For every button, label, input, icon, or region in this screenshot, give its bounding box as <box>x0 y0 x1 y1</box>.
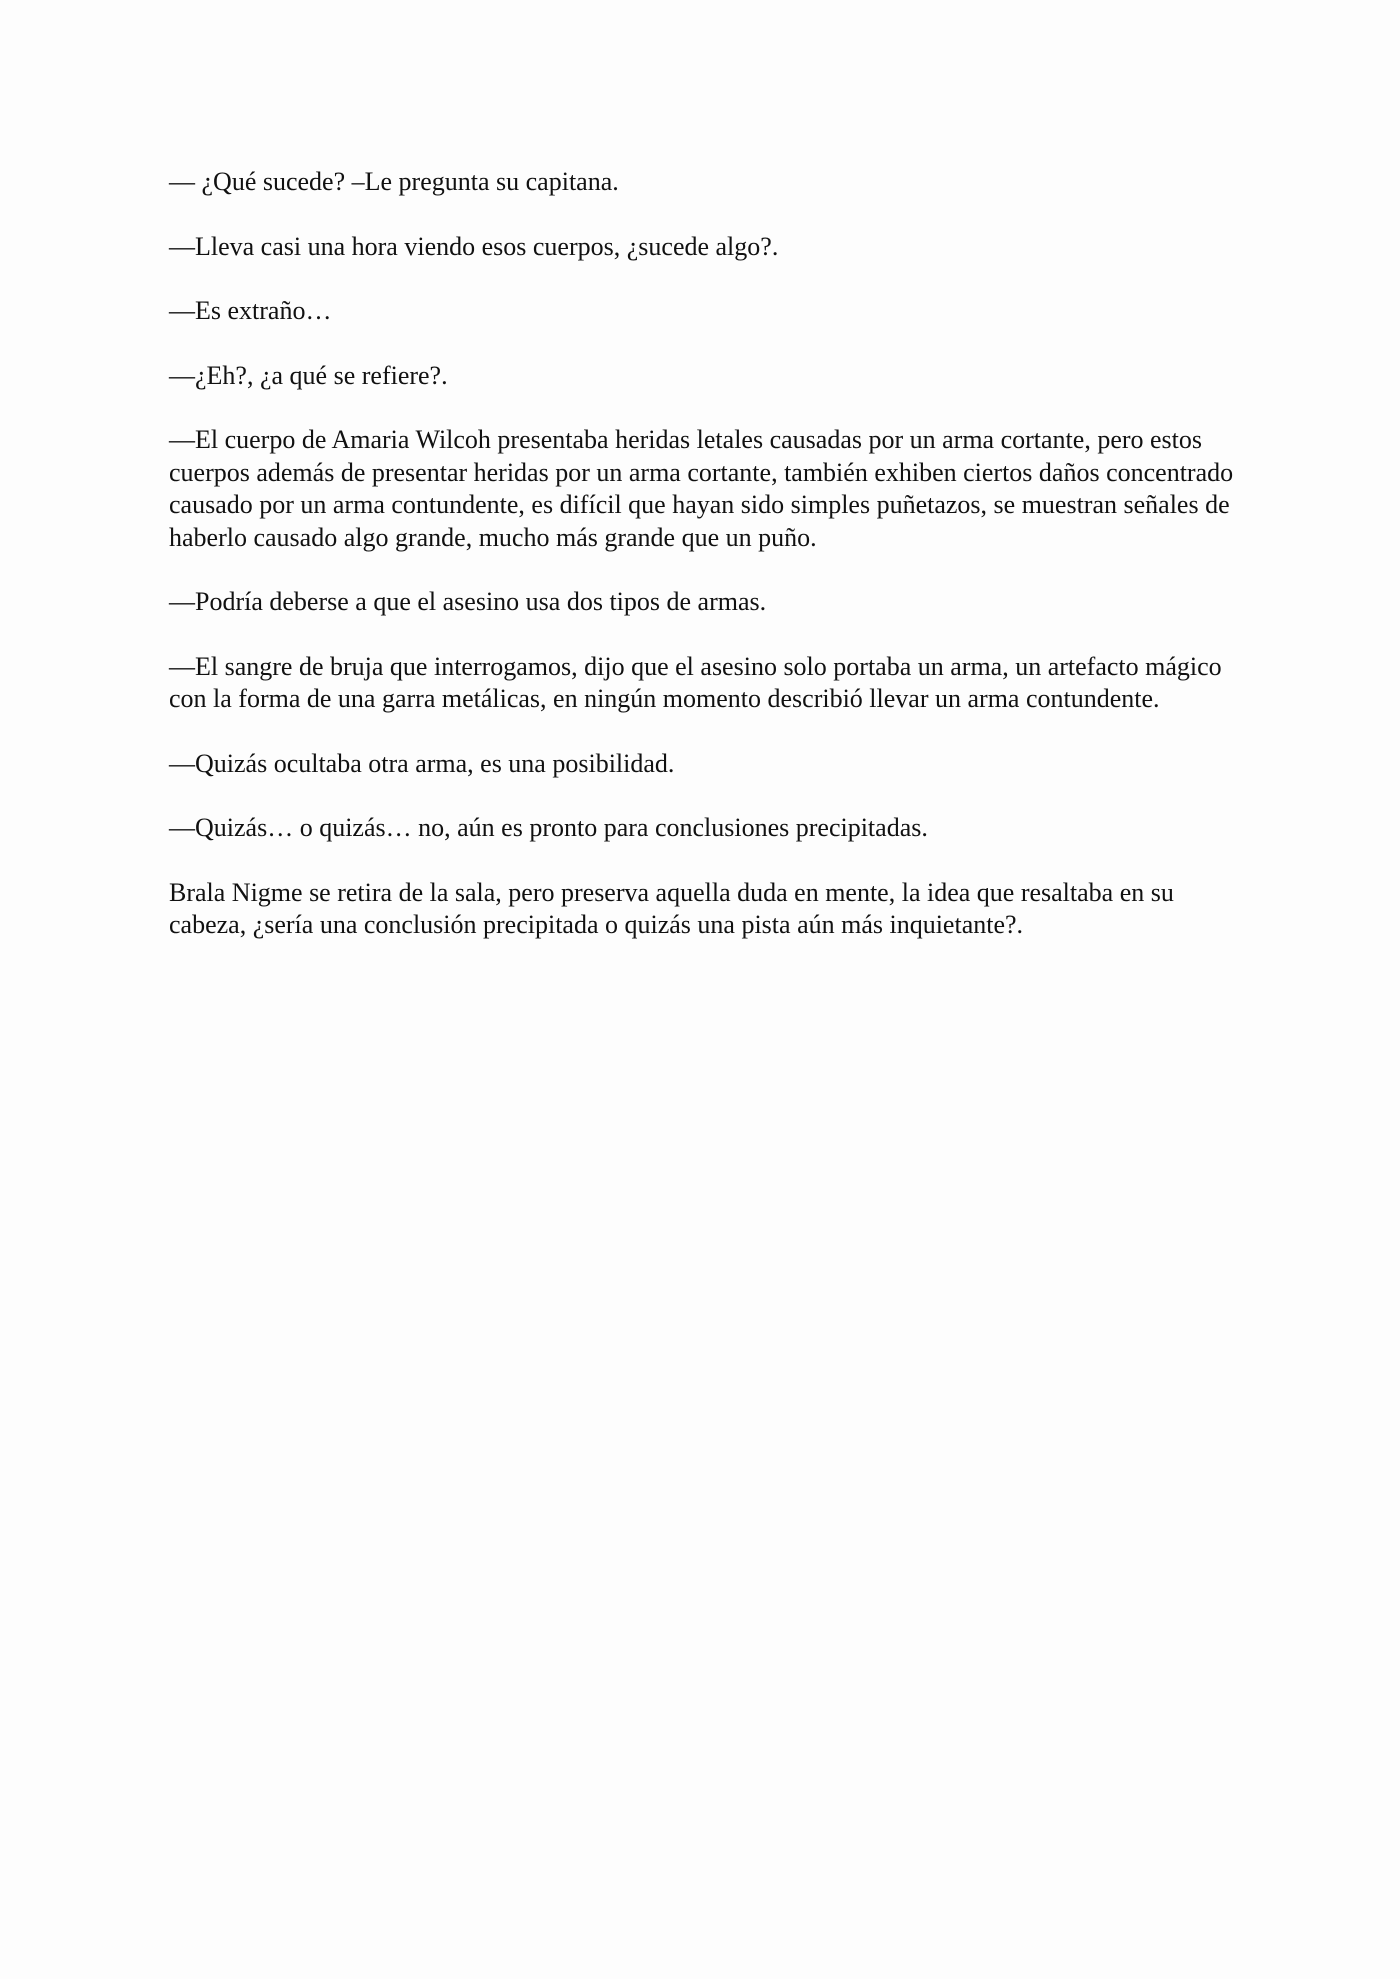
paragraph-10: Brala Nigme se retira de la sala, pero preserva aquella duda en mente, la idea que resaltaba en su cabeza, ¿sería una conclusión precipitada o quizás una pista aún más inquietante?. <box>169 877 1174 939</box>
paragraph-1: — ¿Qué sucede? –Le pregunta su capitana. <box>169 167 619 196</box>
document-body <box>169 166 1239 974</box>
paragraph-2: —Lleva casi una hora viendo esos cuerpos, ¿sucede algo?. <box>169 231 779 261</box>
paragraph-4: —¿Eh?, ¿a qué se refiere?. <box>169 360 448 390</box>
paragraph-5: —El cuerpo de Amaria Wilcoh presentaba heridas letales causadas por un arma cortante, pero estos cuerpos además de presentar heridas por un arma cortante, también exhiben ciertos daños concentrado causado por un arma contundente, es difícil que hayan sido simples puñetazos, se muestran señales de haberlo causado algo grande, mucho más grande que un puño. <box>169 425 1234 552</box>
paragraph-6: —Podría deberse a que el asesino usa dos tipos de armas. <box>169 587 767 616</box>
paragraph-3: —Es extraño… <box>169 296 332 325</box>
paragraph-8: —Quizás ocultaba otra arma, es una posibilidad. <box>169 748 675 778</box>
paragraph-7: —El sangre de bruja que interrogamos, dijo que el asesino solo portaba un arma, un artefacto mágico con la forma de una garra metálicas, en ningún momento describió llevar un arma contundente. <box>169 651 1222 713</box>
paragraph-9: —Quizás… o quizás… no, aún es pronto para conclusiones precipitadas. <box>169 813 928 842</box>
